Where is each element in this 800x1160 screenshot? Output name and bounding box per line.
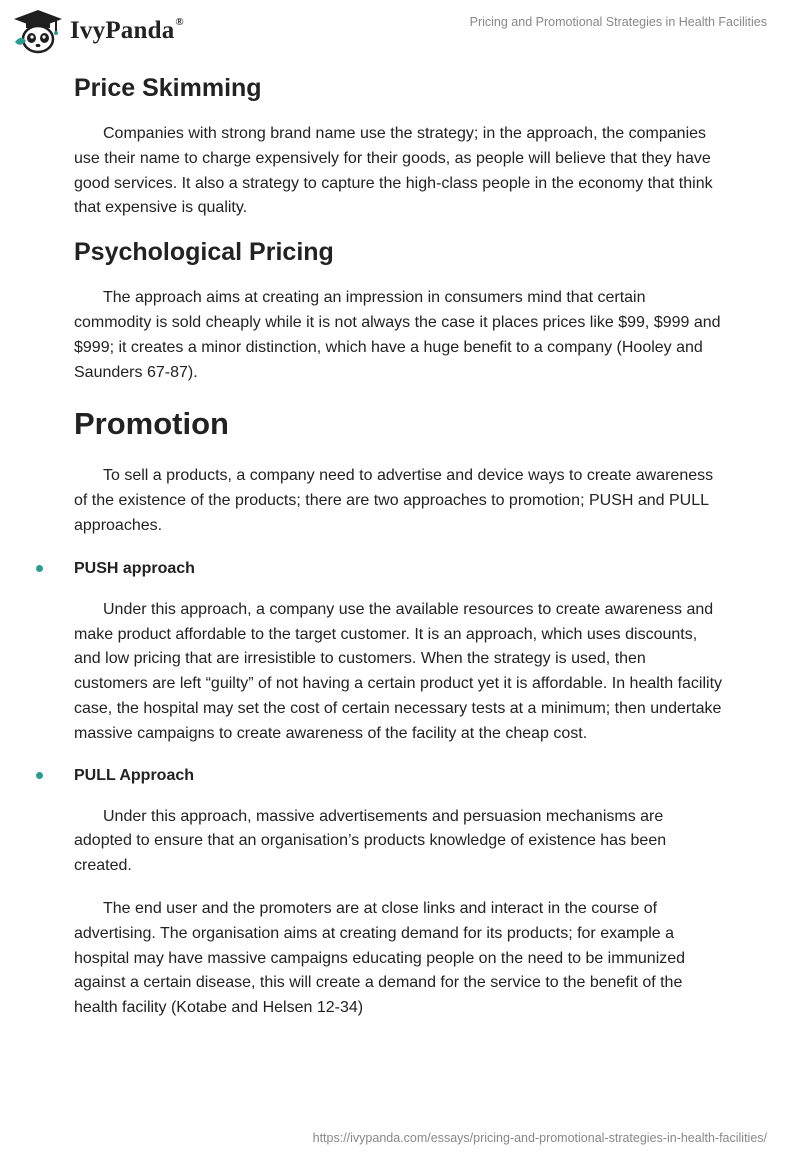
bullet-pull-approach xyxy=(22,765,724,787)
bullet-dot-icon xyxy=(36,772,43,779)
paragraph-pull-approach-1: Under this approach, massive advertisements and persuasion mechanisms are adopted to ensure that an organisation’s products knowledge of existence has been created. xyxy=(74,807,667,875)
panda-mascot-icon xyxy=(12,8,64,54)
paragraph-pull-approach-2: The end user and the promoters are at close links and interact in the course of advertising. The organisation aims at creating demand for its products; for example a hospital may have massive campaigns educating people on the need to be immunized against a certain disease, this will create a demand for the service to the benefit of the health facility (Kotabe and Helsen 12-34) xyxy=(74,899,686,1017)
heading-price-skimming: Price Skimming xyxy=(74,74,262,102)
document-title: Pricing and Promotional Strategies in Health Facilities xyxy=(469,15,767,29)
ivypanda-logo[interactable] xyxy=(12,8,184,54)
page-header xyxy=(0,0,800,70)
paragraph-psychological-pricing: The approach aims at creating an impression in consumers mind that certain commodity is sold cheaply while it is not always the case it places prices like $99, $999 and $999; it creates a minor distinction, which have a huge benefit to a company (Hooley and Saunders 67-87). xyxy=(74,289,721,381)
source-url-link[interactable]: https://ivypanda.com/essays/pricing-and-promotional-strategies-in-health-facilities/ xyxy=(312,1131,767,1145)
bullet-push-approach xyxy=(22,558,724,580)
bullet-label: PULL Approach xyxy=(74,766,195,784)
bullet-label: PUSH approach xyxy=(74,559,195,577)
paragraph-push-approach: Under this approach, a company use the available resources to create awareness and make product affordable to the target customer. It is an approach, which uses discounts, and low pricing that are irresistible to customers. When the strategy is used, then customers are left “guilty” of not having a certain product yet it is affordable. In health facility case, the hospital may set the cost of certain necessary tests at a minimum; then undertake massive campaigns to create awareness of the facility at the cheap cost. xyxy=(74,600,723,742)
heading-promotion: Promotion xyxy=(74,406,229,442)
paragraph-promotion: To sell a products, a company need to advertise and device ways to create awareness of the existence of the products; there are two approaches to promotion; PUSH and PULL approaches. xyxy=(74,467,714,534)
brand-name: IvyPanda® xyxy=(70,15,184,44)
bullet-dot-icon xyxy=(36,565,43,572)
paragraph-price-skimming: Companies with strong brand name use the strategy; in the approach, the companies use their name to charge expensively for their goods, as people will believe that they have good services. It also a strategy to capture the high-class people in the economy that think that expensive is quality. xyxy=(74,125,713,217)
essay-content xyxy=(74,72,724,1021)
heading-psychological-pricing: Psychological Pricing xyxy=(74,238,334,267)
